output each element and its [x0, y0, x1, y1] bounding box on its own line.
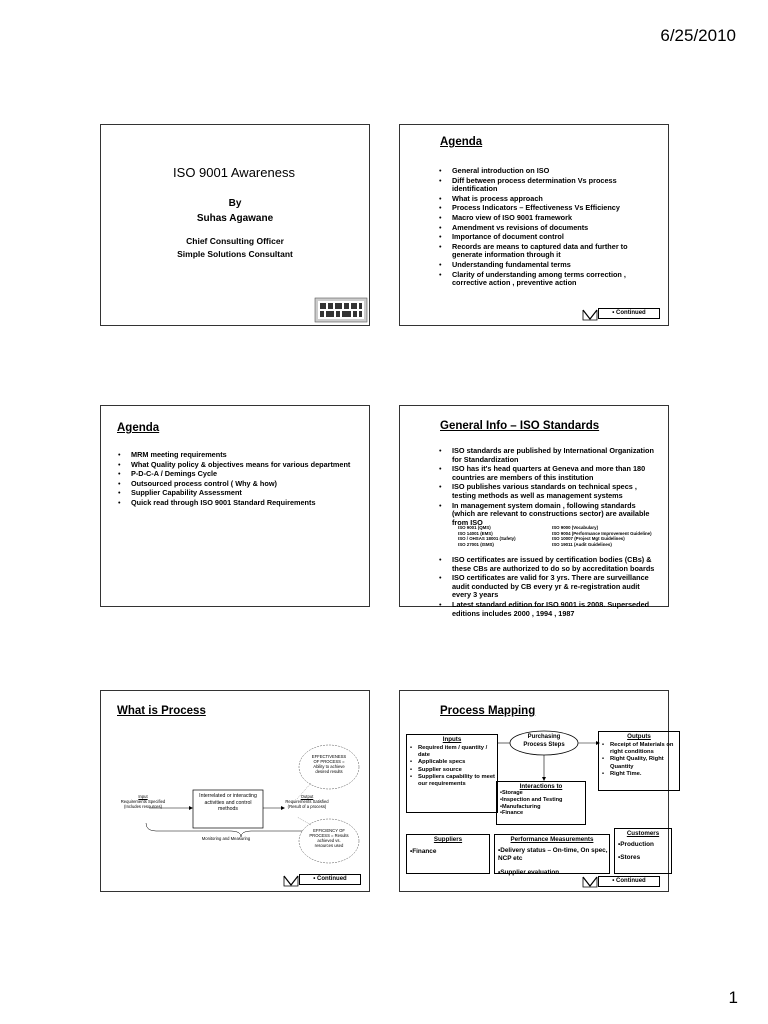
purchasing-process-steps: Purchasing Process Steps [523, 734, 565, 748]
list-item: • Receipt of Materials on right conditions [610, 742, 679, 756]
list-item: • General introduction on ISO [436, 167, 658, 176]
list-item: • Outsourced process control ( Why & how) [115, 480, 359, 489]
list-item: • Understanding fundamental terms [436, 261, 658, 270]
list-item: • Records are means to captured data and further to generate information through it [436, 243, 658, 260]
standard-item: ISO 27001 (ISMS) [458, 541, 494, 547]
slide-heading: Process Mapping [440, 705, 536, 717]
monitoring-label: Monitoring and Measuring [201, 836, 251, 841]
list-item: •Stores [618, 854, 641, 861]
list-item: • ISO certificates are valid for 3 yrs. There are surveillance audit conducted by CB every yr & re-registration audit every 3 years [436, 574, 658, 600]
print-date: 6/25/2010 [660, 26, 736, 45]
agenda-list [115, 451, 359, 509]
list-item: • P-D-C-A / Demings Cycle [115, 470, 359, 479]
slide-heading: Agenda [440, 136, 483, 148]
process-box-text: Interrelated or interacting activities and control methods [199, 793, 257, 813]
by-label: By [228, 198, 242, 209]
list-item: • Diff between process determination Vs process identification [436, 177, 658, 194]
output-text: Requirements Satisfied [285, 799, 329, 804]
slide-1 [100, 124, 370, 326]
slide-title: ISO 9001 Awareness [173, 165, 295, 180]
interactions-list [497, 790, 585, 817]
customers-box [614, 828, 672, 874]
list-item: • Right Quality, Right Quantity [610, 756, 679, 770]
list-item: • ISO has it's head quarters at Geneva and more than 180 countries are members of this institution [436, 465, 658, 482]
effectiveness-callout: EFFECTIVENESS OF PROCESS = Ability to achieve desired results [311, 754, 347, 774]
standard-item: ISO 10007 (Project Mgt Guidelines) [552, 536, 625, 542]
standard-item: ISO 9000 (Vocabulary) [552, 525, 599, 530]
list-item: • Clarity of understanding among terms correction , corrective action , preventive action [436, 271, 658, 288]
inputs-title: Inputs [442, 736, 462, 743]
list-item: • Suppliers capability to meet our requirements [418, 774, 497, 788]
interactions-title: Interactions to [519, 783, 563, 790]
list-item: • MRM meeting requirements [115, 451, 359, 460]
standard-item: ISO 9001 (QMS) [458, 525, 491, 530]
input-label: Input [138, 794, 148, 799]
list-item: • Supplier Capability Assessment [115, 489, 359, 498]
list-item: •Delivery status – On-time, On spec, NCP etc [498, 847, 608, 862]
output-subtext: (Result of a process) [287, 804, 327, 809]
standard-item: ISO 19011 (Audit Guidelines) [552, 541, 612, 547]
outputs-list [599, 742, 679, 778]
list-item: •Finance [500, 810, 524, 817]
list-item: • ISO publishes various standards on technical specs , testing methods as well as management systems [436, 483, 658, 500]
iso-info-list [436, 447, 658, 528]
slide-heading: Agenda [117, 422, 160, 434]
standards-left-column [458, 525, 516, 547]
output-label: Output [300, 794, 314, 799]
slide-6 [399, 690, 674, 892]
slide-4 [399, 405, 669, 618]
outputs-box [598, 731, 680, 791]
process-diagram [101, 691, 371, 893]
author-company: Simple Solutions Consultant [177, 249, 293, 259]
list-item: • Process Indicators – Effectiveness Vs Efficiency [436, 204, 658, 213]
efficiency-callout: EFFICIENCY OF PROCESS = Results achieved vs. resources used [309, 828, 349, 848]
slide-heading: What is Process [117, 705, 206, 717]
list-item: • Supplier source [418, 767, 497, 774]
list-item: • Quick read through ISO 9001 Standard Requirements [115, 499, 359, 508]
list-item: • What is process approach [436, 195, 658, 204]
list-item: •Inspection and Testing [500, 796, 563, 803]
customers-title: Customers [626, 830, 660, 837]
standards-right-column [552, 525, 652, 547]
continued-arrow-icon [283, 875, 299, 887]
list-item: • Right Time. [610, 771, 679, 778]
interactions-box [496, 781, 586, 825]
slide-2 [399, 124, 669, 326]
continued-arrow-icon [582, 876, 598, 888]
suppliers-box [406, 834, 490, 874]
list-item: •Manufacturing [500, 803, 541, 810]
suppliers-title: Suppliers [433, 836, 463, 843]
author-role: Chief Consulting Officer [186, 236, 284, 246]
list-item: • What Quality policy & objectives means for various department [115, 461, 359, 470]
continued-label: • Continued [598, 308, 660, 319]
list-item: •Production [618, 841, 654, 848]
list-item: • Latest standard edition for ISO 9001 is 2008. Superseded editions includes 2000 , 1994 , 1987 [436, 601, 658, 618]
performance-title: Performance Measurements [510, 836, 594, 843]
company-logo-image [315, 298, 367, 322]
continued-label: • Continued [598, 876, 660, 887]
author-name: Suhas Agawane [196, 213, 274, 224]
agenda-list [436, 167, 658, 289]
list-item: •Finance [410, 848, 437, 855]
standard-item: ISO / OHSAS 18001 (Safety) [458, 536, 516, 542]
slide-5 [100, 690, 370, 892]
standard-item: ISO 9004 (Performance Improvement Guideline) [552, 530, 652, 536]
input-subtext: (Includes resources) [124, 804, 162, 809]
list-item: •Storage [500, 790, 523, 796]
list-item: • Amendment vs revisions of documents [436, 224, 658, 233]
list-item: • Required item / quantity / date [418, 745, 497, 759]
outputs-title: Outputs [627, 733, 651, 740]
list-item: • Macro view of ISO 9001 framework [436, 214, 658, 223]
slide-3 [100, 405, 370, 607]
slide-heading: General Info – ISO Standards [440, 420, 600, 432]
continued-label: • Continued [299, 874, 361, 885]
iso-cert-list [436, 556, 658, 619]
list-item: • Applicable specs [418, 759, 497, 766]
list-item: •Supplier evaluation [498, 869, 560, 876]
list-item: • In management system domain , following standards (which are relevant to constructions sector) are available from ISO [436, 502, 658, 528]
list-item: • Importance of document control [436, 233, 658, 242]
list-item: • ISO standards are published by International Organization for Standardization [436, 447, 658, 464]
performance-box [494, 834, 610, 874]
continued-arrow-icon [582, 309, 598, 321]
page-number: 1 [728, 988, 738, 1007]
list-item: • ISO certificates are issued by certification bodies (CBs) & these CBs are authorized to do so by accreditation boards [436, 556, 658, 573]
input-text: Requirements Specified [120, 799, 166, 804]
standard-item: ISO 14001 (EMS) [458, 530, 493, 536]
